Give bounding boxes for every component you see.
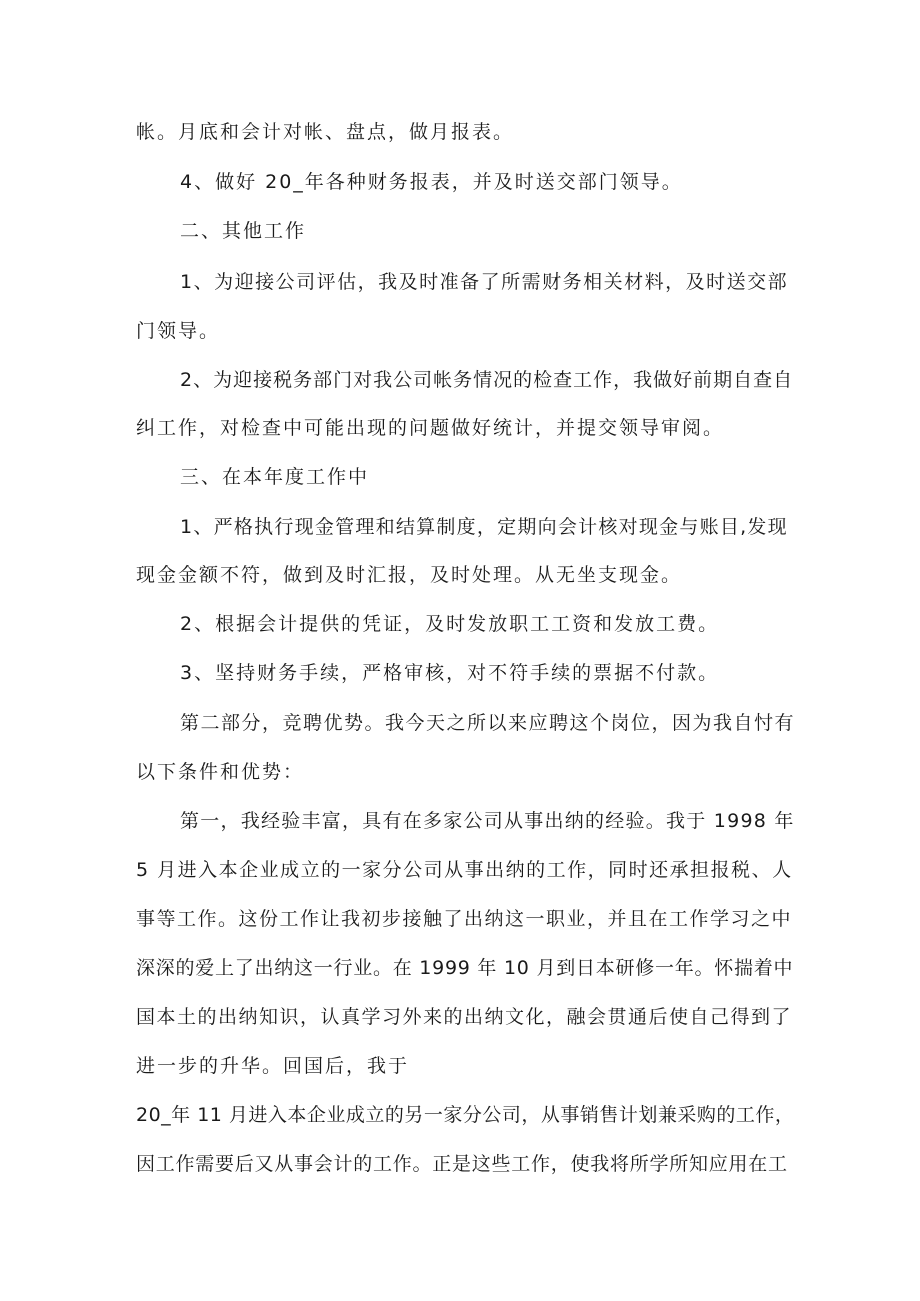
text-line: 第一，我经验丰富，具有在多家公司从事出纳的经验。我于 1998 年 bbox=[180, 810, 795, 832]
text-line: 2、为迎接税务部门对我公司帐务情况的检查工作，我做好前期自查自 bbox=[180, 369, 794, 391]
text-line: 1、为迎接公司评估，我及时准备了所需财务相关材料，及时送交部 bbox=[180, 271, 789, 293]
text-line: 深深的爱上了出纳这一行业。在 1999 年 10 月到日本研修一年。怀揣着中 bbox=[136, 957, 794, 979]
text-line: 5 月进入本企业成立的一家分公司从事出纳的工作，同时还承担报税、人 bbox=[136, 859, 793, 881]
text-line: 以下条件和优势： bbox=[136, 761, 305, 783]
text-line: 事等工作。这份工作让我初步接触了出纳这一职业，并且在工作学习之中 bbox=[136, 908, 793, 930]
text-line: 3、坚持财务手续，严格审核，对不符手续的票据不付款。 bbox=[180, 662, 720, 684]
text-line: 国本土的出纳知识，认真学习外来的出纳文化，融会贯通后使自己得到了 bbox=[136, 1006, 793, 1028]
text-line: 1、严格执行现金管理和结算制度，定期向会计核对现金与账目,发现 bbox=[180, 516, 788, 538]
text-line: 进一步的升华。回国后，我于 bbox=[136, 1055, 410, 1077]
text-line: 4、做好 20_年各种财务报表，并及时送交部门领导。 bbox=[180, 171, 683, 193]
text-line: 因工作需要后又从事会计的工作。正是这些工作，使我将所学所知应用在工 bbox=[136, 1153, 788, 1175]
section-heading: 三、在本年度工作中 bbox=[180, 466, 370, 488]
text-line: 第二部分，竞聘优势。我今天之所以来应聘这个岗位，因为我自忖有 bbox=[180, 712, 796, 734]
text-line: 20_年 11 月进入本企业成立的另一家分公司，从事销售计划兼采购的工作， bbox=[136, 1104, 795, 1126]
text-line: 门领导。 bbox=[136, 320, 221, 342]
text-line: 纠工作，对检查中可能出现的问题做好统计，并提交领导审阅。 bbox=[136, 417, 725, 439]
text-line: 帐。月底和会计对帐、盘点，做月报表。 bbox=[136, 121, 515, 143]
section-heading: 二、其他工作 bbox=[180, 220, 307, 242]
text-line: 2、根据会计提供的凭证，及时发放职工工资和发放工费。 bbox=[180, 613, 720, 635]
text-line: 现金金额不符，做到及时汇报，及时处理。从无坐支现金。 bbox=[136, 564, 683, 586]
